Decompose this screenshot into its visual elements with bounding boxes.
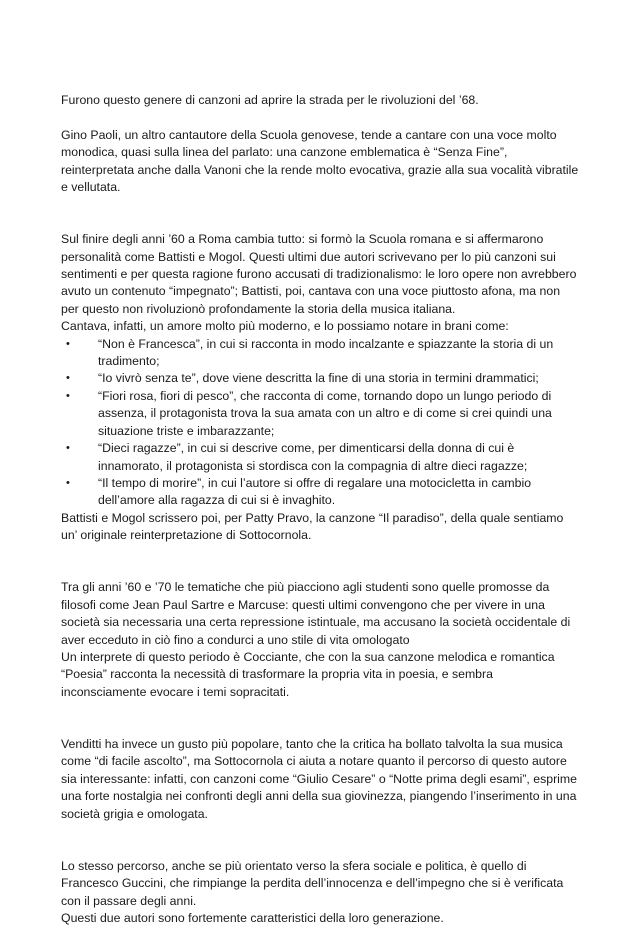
section-gap — [61, 545, 581, 580]
section-gap — [61, 823, 581, 858]
paragraph-gino-paoli: Gino Paoli, un altro cantautore della Scuola genovese, tende a cantare con una voce molto monodica, quasi sulla linea del parlato: una canzone emblematica è “Senza Fine”, reinterpretata anche dalla Vanoni che la rende molto evocativa, grazie alla sua vocalità vibratile e vellutata. — [61, 127, 579, 195]
paragraph-revolution-68: Furono questo genere di canzoni ad aprire la strada per le rivoluzioni del ’68. — [61, 93, 479, 107]
list-item — [61, 388, 581, 440]
paragraph-amore-moderno: Cantava, infatti, un amore molto più moderno, e lo possiamo notare in brani come: — [61, 319, 509, 334]
list-item-text: “Il tempo di morire”, in cui l’autore si offre di regalare una motocicletta in cambio dell’amore alla ragazza di cui si è invaghito. — [98, 475, 532, 508]
list-item — [61, 475, 581, 510]
bullet-icon: • — [66, 372, 70, 385]
list-item — [61, 370, 581, 387]
bullet-icon: • — [66, 337, 70, 350]
paragraph-venditti: Venditti ha invece un gusto più popolare, tanto che la critica ha bollato talvolta la sua musica come “di facile ascolto”, ma Sottocornola ci aiuta a notare quanto il percorso di questo autore sia interessante: infatti, con canzoni come “Giulio Cesare” o “Notte prima degli esami”, esprime una forte nostalgia nei confronti degli anni della sua giovinezza, piangendo l’inserimento in una società grigia e omologata. — [61, 736, 578, 821]
list-item — [61, 440, 581, 475]
paragraph-scuola-romana: Sul finire degli anni ’60 a Roma cambia tutto: si formò la Scuola romana e si affermarono personalità come Battisti e Mogol. Questi ultimi due autori scrivevano per lo più canzoni sui sentimenti e per questa ragione furono accusati di tradizionalismo: le loro opere non avrebbero avuto un contenuto “impegnato”; Battisti, poi, cantava con una voce piuttosto afona, ma non per questo non rivoluzionò profondamente la storia della musica italiana. — [61, 232, 577, 316]
paragraph-gap — [61, 109, 581, 126]
list-item-text: “Dieci ragazze”, in cui si descrive come, per dimenticarsi della donna di cui è innamorato, il protagonista si stordisca con la compagnia di altre dieci ragazze; — [98, 441, 528, 473]
song-list — [61, 336, 581, 510]
paragraph-conclusion: Questi due autori sono fortemente caratteristici della loro generazione. — [61, 911, 444, 926]
list-item-text: “Io vivrò senza te”, dove viene descritta la fine di una storia in termini drammatici; — [98, 371, 539, 386]
paragraph-cocciante: Un interprete di questo periodo è Cocciante, che con la sua canzone melodica e romantica “Poesia” racconta la necessità di trasformare la propria vita in poesia, e sembra inconsciamente evocare i temi sopracitati. — [61, 649, 555, 699]
bullet-icon: • — [66, 476, 70, 489]
paragraph-sartre-marcuse: Tra gli anni ’60 e ’70 le tematiche che più piacciono agli studenti sono quelle promosse da filosofi come Jean Paul Sartre e Marcuse: questi ultimi convengono che per vivere in una società sia necessaria una certa repressione istintuale, ma accusano la società occidentale di aver ecceduto in ciò fino a condurci a uno stile di vita omologato — [61, 580, 571, 647]
list-item-text: “Fiori rosa, fiori di pesco”, che racconta di come, tornando dopo un lungo periodo di assenza, il protagonista trova la sua amata con un altro e di come si crei quindi una situazione triste e imbarazzante; — [98, 388, 552, 438]
bullet-icon: • — [66, 389, 70, 402]
list-item — [61, 336, 581, 371]
list-item-text: “Non è Francesca”, in cui si racconta in modo incalzante e spiazzante la storia di un tradimento; — [98, 336, 554, 369]
bullet-icon: • — [66, 442, 70, 455]
paragraph-guccini: Lo stesso percorso, anche se più orientato verso la sfera sociale e politica, è quello di Francesco Guccini, che rimpiange la perdita dell’innocenza e dell’impegno che si è verificata con il passare degli anni. — [61, 858, 564, 908]
section-gap — [61, 196, 581, 231]
paragraph-il-paradiso: Battisti e Mogol scrissero poi, per Patty Pravo, la canzone “Il paradiso”, della quale sentiamo un’ originale reinterpretazione di Sottocornola. — [61, 510, 564, 543]
page-content — [61, 92, 581, 927]
section-gap — [61, 701, 581, 736]
